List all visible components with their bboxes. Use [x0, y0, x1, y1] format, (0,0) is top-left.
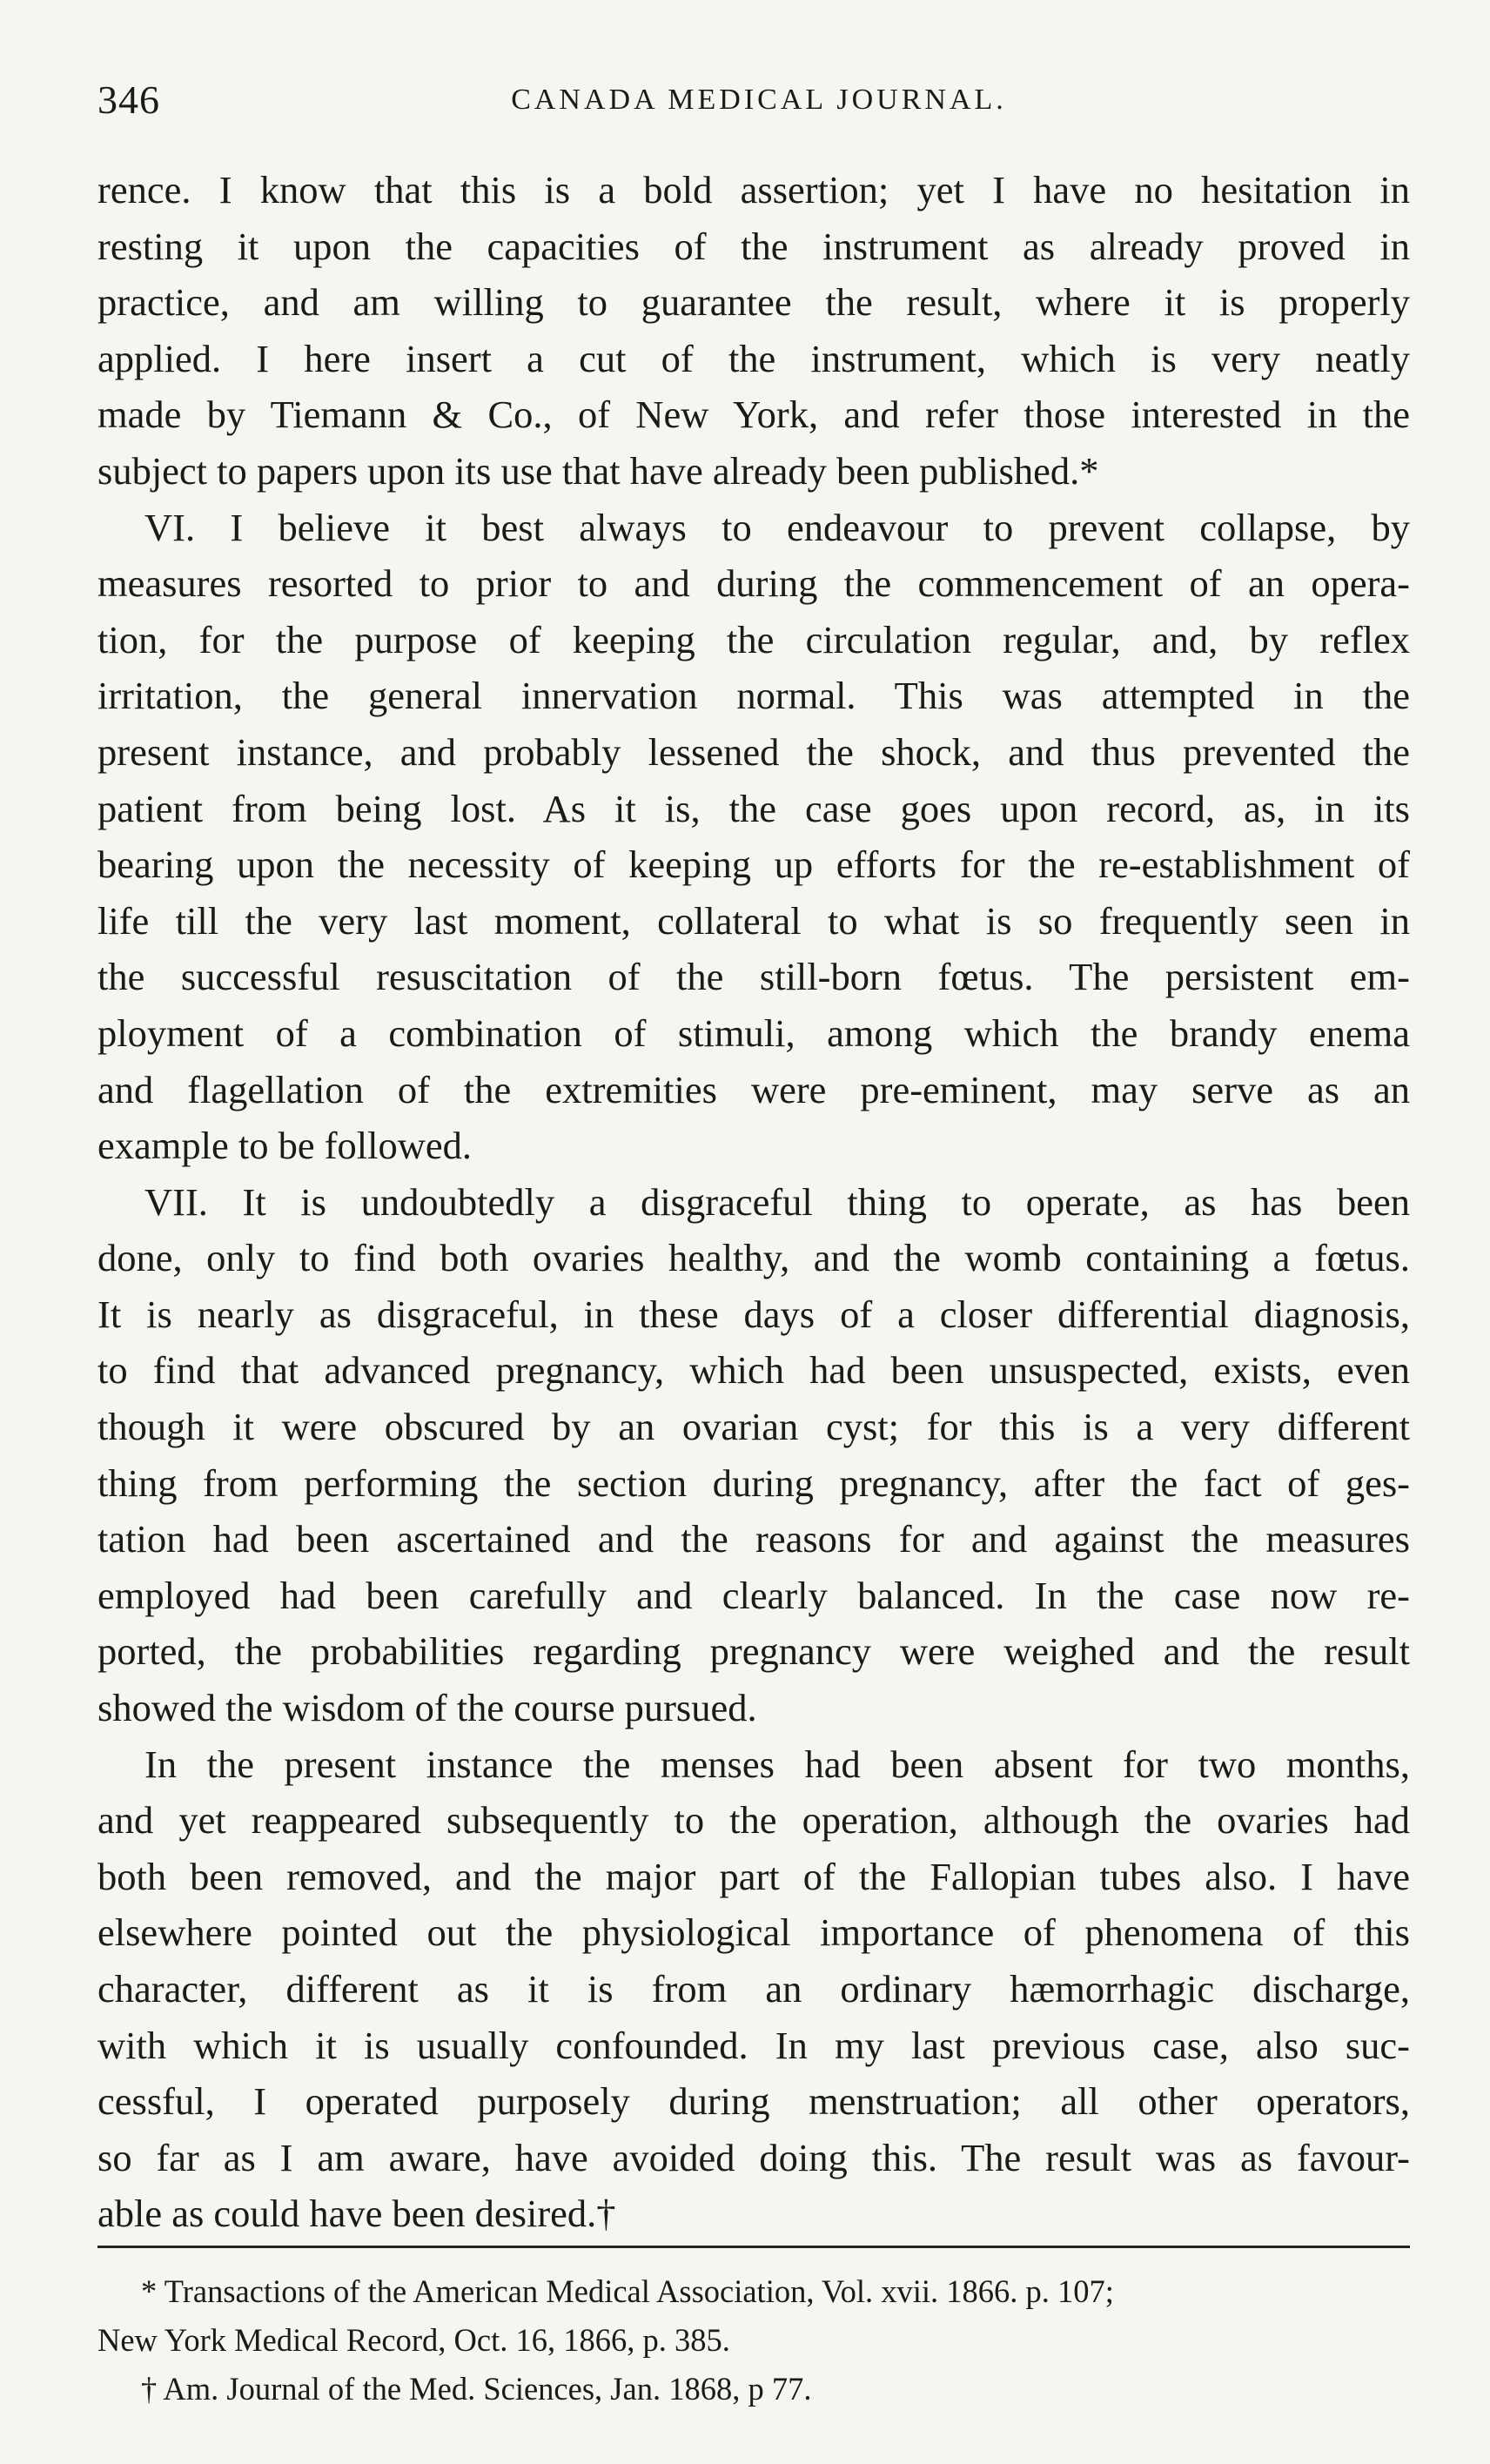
text-line: VII. It is undoubtedly a disgraceful thing to operate, as has been [144, 1179, 1410, 1224]
text-line: tion, for the purpose of keeping the circulation regular, and, by reflex [97, 617, 1410, 661]
page-number: 346 [97, 77, 160, 122]
text-line: It is nearly as disgraceful, in these days of a closer differential diagnosis, [97, 1292, 1410, 1336]
text-line: so far as I am aware, have avoided doing this. The result was as favour- [97, 2135, 1410, 2179]
footnote-line: New York Medical Record, Oct. 16, 1866, p. 385. [97, 2322, 730, 2358]
running-head: CANADA MEDICAL JOURNAL. [511, 84, 1007, 116]
footnote-line: * Transactions of the American Medical Association, Vol. xvii. 1866. p. 107; [141, 2273, 1114, 2309]
body-text [97, 162, 1410, 2242]
text-line: and flagellation of the extremities were pre-eminent, may serve as an [97, 1067, 1410, 1111]
footnote-rule [97, 2246, 1410, 2248]
text-line: made by Tiemann & Co., of New York, and refer those interested in the [97, 393, 1410, 437]
text-line: ployment of a combination of stimuli, among which the brandy enema [97, 1010, 1410, 1055]
text-line: elsewhere pointed out the physiological importance of phenomena of this [97, 1910, 1410, 1955]
text-line: employed had been carefully and clearly balanced. In the case now re- [97, 1573, 1410, 1617]
text-line: the successful resuscitation of the still-born fœtus. The persistent em- [97, 955, 1410, 999]
text-line: to find that advanced pregnancy, which had been unsuspected, exists, even [97, 1348, 1410, 1393]
page-header [97, 77, 1420, 138]
text-line: with which it is usually confounded. In my last previous case, also suc- [97, 2023, 1410, 2067]
text-line: present instance, and probably lessened the shock, and thus prevented the [97, 729, 1410, 774]
text-line: character, different as it is from an ordinary hæmorrhagic discharge, [97, 1967, 1410, 2011]
text-line: practice, and am willing to guarantee the result, where it is properly [97, 280, 1410, 325]
text-line: patient from being lost. As it is, the case goes upon record, as, in its [97, 786, 1410, 830]
text-line: and yet reappeared subsequently to the operation, although the ovaries had [97, 1798, 1410, 1843]
text-line: rence. I know that this is a bold assertion; yet I have no hesitation in [97, 168, 1410, 211]
text-line: done, only to find both ovaries healthy, and the womb containing a fœtus. [97, 1236, 1410, 1280]
text-line: resting it upon the capacities of the instrument as already proved in [97, 224, 1410, 268]
text-line: ported, the probabilities regarding pregnancy were weighed and the result [97, 1629, 1410, 1674]
text-line: example to be followed. [97, 1124, 473, 1168]
text-line: though it were obscured by an ovarian cyst; for this is a very different [97, 1405, 1410, 1449]
text-line: showed the wisdom of the course pursued. [97, 1686, 757, 1730]
text-line: VI. I believe it best always to endeavour to prevent collapse, by [144, 505, 1410, 549]
text-line: bearing upon the necessity of keeping up efforts for the re-establishment of [97, 843, 1410, 887]
text-line: In the present instance the menses had been absent for two months, [144, 1742, 1410, 1786]
text-line: subject to papers upon its use that have already been published.* [97, 448, 1099, 493]
text-line: applied. I here insert a cut of the instrument, which is very neatly [97, 336, 1410, 380]
text-line: irritation, the general innervation normal. This was attempted in the [97, 674, 1410, 718]
text-line: life till the very last moment, collateral to what is so frequently seen in [97, 898, 1410, 943]
text-line: cessful, I operated purposely during menstruation; all other operators, [97, 2079, 1410, 2124]
text-line: able as could have been desired.† [97, 2192, 616, 2236]
text-line: both been removed, and the major part of the Fallopian tubes also. I have [97, 1854, 1410, 1898]
footnotes [97, 2267, 1410, 2414]
text-line: measures resorted to prior to and during the commencement of an opera- [97, 561, 1410, 606]
text-line: thing from performing the section during pregnancy, after the fact of ges- [97, 1460, 1410, 1505]
text-line: tation had been ascertained and the reasons for and against the measures [97, 1517, 1410, 1561]
footnote-line: † Am. Journal of the Med. Sciences, Jan. 1868, p 77. [141, 2371, 812, 2407]
